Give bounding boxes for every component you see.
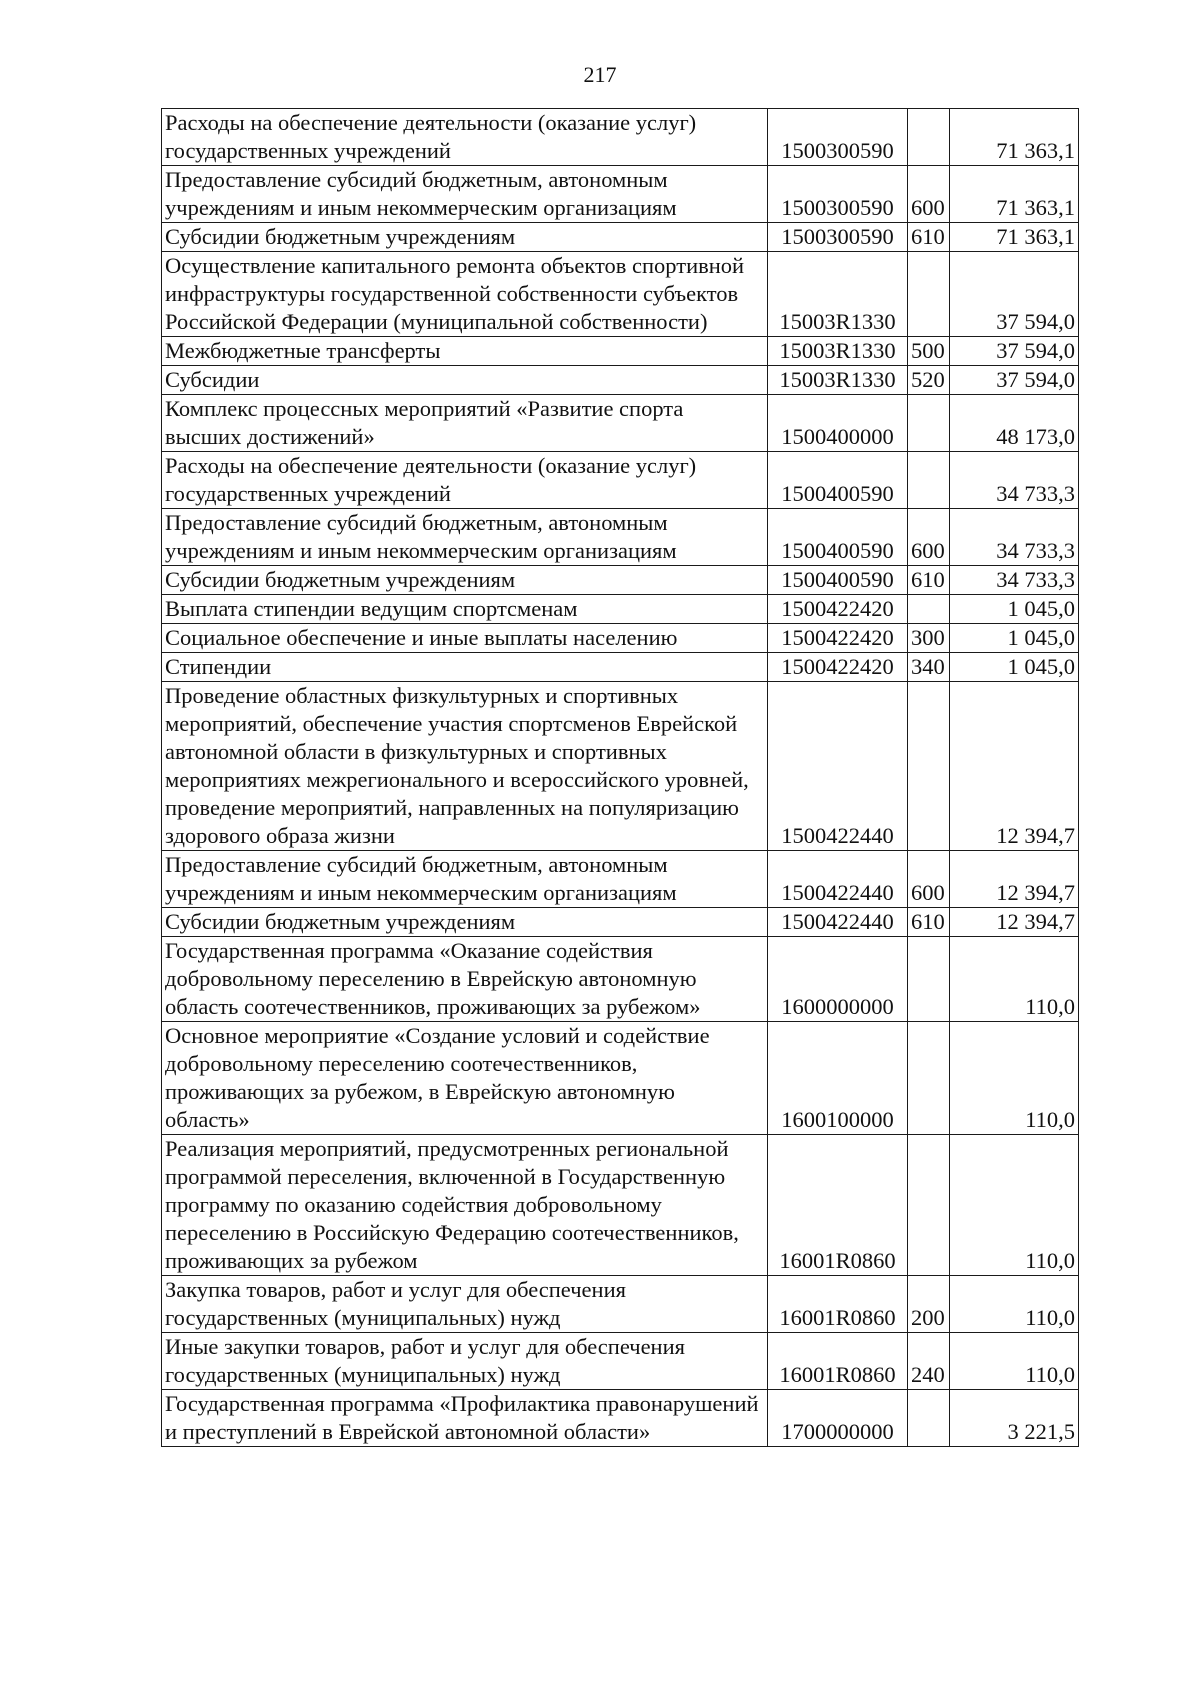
row-type: 600 [908,851,950,908]
row-code: 15003R1330 [768,366,908,395]
table-row [162,653,1079,682]
row-code: 16001R0860 [768,1135,908,1276]
row-name: Государственная программа «Оказание содействия добровольному переселению в Еврейскую автономную область соотечественников, проживающих за рубежом» [162,937,768,1022]
row-code: 1500422440 [768,908,908,937]
row-sum: 1 045,0 [950,624,1079,653]
row-type [908,937,950,1022]
row-sum: 1 045,0 [950,653,1079,682]
table-row [162,937,1079,1022]
row-name: Расходы на обеспечение деятельности (оказание услуг) государственных учреждений [162,109,768,166]
row-sum: 34 733,3 [950,566,1079,595]
row-type [908,452,950,509]
table-row [162,1276,1079,1333]
row-type [908,595,950,624]
row-code: 15003R1330 [768,337,908,366]
table-row [162,452,1079,509]
row-code: 1500300590 [768,223,908,252]
page-number: 217 [583,62,617,87]
table-row [162,1390,1079,1447]
row-sum: 71 363,1 [950,223,1079,252]
row-name: Государственная программа «Профилактика правонарушений и преступлений в Еврейской автономной области» [162,1390,768,1447]
row-code: 1700000000 [768,1390,908,1447]
table-row [162,1022,1079,1135]
row-name: Расходы на обеспечение деятельности (оказание услуг) государственных учреждений [162,452,768,509]
row-code: 1500422420 [768,624,908,653]
table-row [162,1333,1079,1390]
row-type: 300 [908,624,950,653]
row-type: 200 [908,1276,950,1333]
table-row [162,509,1079,566]
row-code: 15003R1330 [768,252,908,337]
table-row [162,223,1079,252]
row-sum: 37 594,0 [950,252,1079,337]
row-code: 1500422440 [768,851,908,908]
table-row [162,851,1079,908]
row-sum: 12 394,7 [950,682,1079,851]
row-name: Иные закупки товаров, работ и услуг для обеспечения государственных (муниципальных) нужд [162,1333,768,1390]
budget-table-body [162,109,1079,1447]
row-type [908,682,950,851]
row-type [908,395,950,452]
row-sum: 110,0 [950,1135,1079,1276]
row-code: 16001R0860 [768,1333,908,1390]
table-row [162,1135,1079,1276]
row-name: Основное мероприятие «Создание условий и содействие добровольному переселению соотечественников, проживающих за рубежом, в Еврейскую автономную область» [162,1022,768,1135]
table-row [162,252,1079,337]
row-name: Межбюджетные трансферты [162,337,768,366]
row-code: 1500422440 [768,682,908,851]
row-sum: 37 594,0 [950,337,1079,366]
row-code: 1600000000 [768,937,908,1022]
row-type: 240 [908,1333,950,1390]
table-row [162,109,1079,166]
row-name: Комплекс процессных мероприятий «Развитие спорта высших достижений» [162,395,768,452]
row-type [908,1390,950,1447]
row-code: 1500400590 [768,566,908,595]
table-row [162,595,1079,624]
row-name: Социальное обеспечение и иные выплаты населению [162,624,768,653]
row-name: Субсидии бюджетным учреждениям [162,908,768,937]
table-row [162,366,1079,395]
row-sum: 48 173,0 [950,395,1079,452]
row-code: 1500400590 [768,509,908,566]
row-type: 610 [908,908,950,937]
row-type [908,1135,950,1276]
row-sum: 34 733,3 [950,509,1079,566]
row-type: 610 [908,566,950,595]
row-sum: 1 045,0 [950,595,1079,624]
table-row [162,395,1079,452]
table-row [162,337,1079,366]
row-sum: 37 594,0 [950,366,1079,395]
row-code: 16001R0860 [768,1276,908,1333]
row-name: Закупка товаров, работ и услуг для обеспечения государственных (муниципальных) нужд [162,1276,768,1333]
row-name: Предоставление субсидий бюджетным, автономным учреждениям и иным некоммерческим организациям [162,166,768,223]
table-row [162,566,1079,595]
row-code: 1500400000 [768,395,908,452]
row-type: 520 [908,366,950,395]
row-sum: 110,0 [950,1276,1079,1333]
table-row [162,908,1079,937]
budget-table [161,108,1079,1447]
row-sum: 110,0 [950,1333,1079,1390]
row-sum: 34 733,3 [950,452,1079,509]
row-name: Субсидии бюджетным учреждениям [162,223,768,252]
row-code: 1500300590 [768,166,908,223]
row-type [908,252,950,337]
row-sum: 110,0 [950,1022,1079,1135]
row-sum: 71 363,1 [950,166,1079,223]
row-code: 1500300590 [768,109,908,166]
row-type: 500 [908,337,950,366]
row-name: Реализация мероприятий, предусмотренных региональной программой переселения, включенной в Государственную программу по оказанию содействия добровольному переселению в Российскую Федерацию соотечественников, проживающих за рубежом [162,1135,768,1276]
row-name: Предоставление субсидий бюджетным, автономным учреждениям и иным некоммерческим организациям [162,509,768,566]
row-sum: 3 221,5 [950,1390,1079,1447]
row-type [908,109,950,166]
row-code: 1600100000 [768,1022,908,1135]
row-sum: 71 363,1 [950,109,1079,166]
row-name: Стипендии [162,653,768,682]
row-type: 340 [908,653,950,682]
row-sum: 12 394,7 [950,908,1079,937]
row-name: Субсидии бюджетным учреждениям [162,566,768,595]
row-name: Проведение областных физкультурных и спортивных мероприятий, обеспечение участия спортсменов Еврейской автономной области в физкультурных и спортивных мероприятиях межрегионального и всероссийского уровней, проведение мероприятий, направленных на популяризацию здорового образа жизни [162,682,768,851]
row-sum: 110,0 [950,937,1079,1022]
row-name: Осуществление капитального ремонта объектов спортивной инфраструктуры государственной собственности субъектов Российской Федерации (муниципальной собственности) [162,252,768,337]
row-name: Субсидии [162,366,768,395]
row-type: 610 [908,223,950,252]
row-code: 1500422420 [768,595,908,624]
row-name: Выплата стипендии ведущим спортсменам [162,595,768,624]
table-row [162,682,1079,851]
row-code: 1500400590 [768,452,908,509]
row-type: 600 [908,166,950,223]
row-type [908,1022,950,1135]
table-row [162,624,1079,653]
row-name: Предоставление субсидий бюджетным, автономным учреждениям и иным некоммерческим организациям [162,851,768,908]
row-type: 600 [908,509,950,566]
table-row [162,166,1079,223]
row-sum: 12 394,7 [950,851,1079,908]
row-code: 1500422420 [768,653,908,682]
